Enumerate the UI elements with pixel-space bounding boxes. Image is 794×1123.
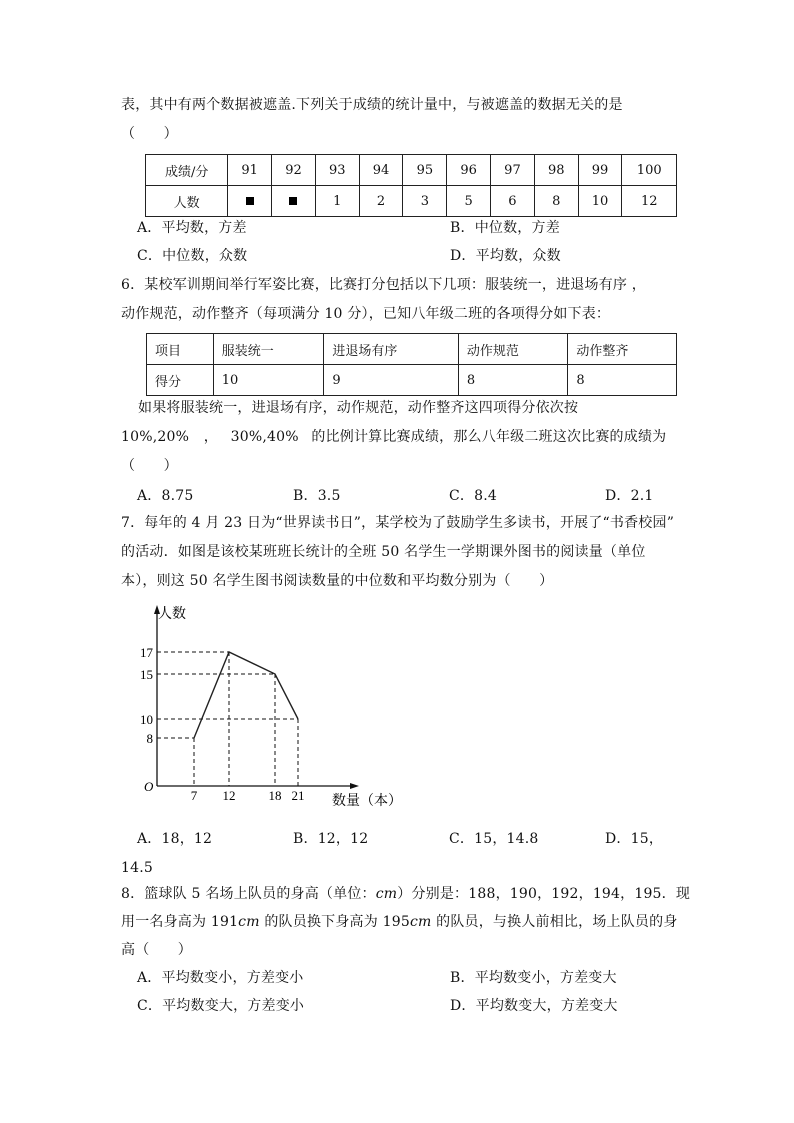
q7-stem-line1: 7．每年的 4 月 23 日为“世界读书日”，某学校为了鼓励学生多读书，开展了“书香校园”	[121, 515, 675, 531]
q8-stem-line1-a: 8．篮球队 5 名场上队员的身高（单位：	[121, 886, 376, 902]
table-row	[147, 334, 677, 365]
table-cell: 9	[324, 365, 458, 396]
q8-option-b[interactable]: B．平均数变小，方差变大	[450, 970, 617, 986]
q8-stem-line3: 高（ ）	[121, 942, 192, 958]
q8-stem-line2-b: 的队员换下身高为 195	[259, 914, 410, 930]
table-cell: 94	[359, 155, 403, 186]
table-header-cell: 人数	[146, 186, 228, 217]
table-header-cell: 项目	[147, 334, 214, 365]
table-header-cell: 动作规范	[458, 334, 568, 365]
table-cell: 3	[403, 186, 447, 217]
dashed-guides	[157, 652, 298, 786]
table-cell: 8	[534, 186, 578, 217]
mask-square-icon	[246, 197, 254, 205]
x-tick-7: 7	[190, 788, 198, 803]
q8-stem-line2-c: 的队员，与换人前相比，场上队员的身	[431, 914, 678, 930]
x-axis-arrow-icon	[350, 783, 359, 789]
q5-stem-line1: 表，其中有两个数据被遮盖.下列关于成绩的统计量中，与被遮盖的数据无关的是	[121, 97, 623, 113]
q5-score-table	[145, 154, 677, 217]
y-tick-8: 8	[146, 731, 153, 746]
q5-option-d[interactable]: D．平均数，众数	[450, 248, 561, 264]
q7-stem-line3: 本），则这 50 名学生图书阅读数量的中位数和平均数分别为（ ）	[121, 573, 554, 589]
ratio-separator: ，	[203, 429, 218, 445]
table-header-cell: 动作整齐	[568, 334, 677, 365]
table-cell: 10	[578, 186, 622, 217]
table-cell: 97	[491, 155, 535, 186]
x-axis-label: 数量（本）	[332, 794, 402, 809]
table-cell: 5	[447, 186, 491, 217]
y-tick-10: 10	[140, 712, 153, 727]
q7-option-c[interactable]: C．15，14.8	[449, 831, 539, 847]
data-polyline	[194, 652, 298, 738]
q6-stem-line4	[121, 429, 666, 445]
q6-option-a[interactable]: A．8.75	[137, 488, 194, 504]
table-cell: 12	[622, 186, 677, 217]
x-tick-18: 18	[268, 788, 282, 803]
table-cell: 100	[622, 155, 677, 186]
table-cell: 93	[315, 155, 359, 186]
table-cell: 98	[534, 155, 578, 186]
unit-cm: cm	[409, 914, 432, 930]
masked-cell	[272, 186, 316, 217]
table-cell: 91	[228, 155, 272, 186]
x-tick-21: 21	[291, 788, 305, 803]
q5-stem-line2: （ ）	[121, 126, 178, 142]
q7-stem-line2: 的活动．如图是该校某班班长统计的全班 50 名学生一学期课外图书的阅读量（单位	[121, 544, 646, 560]
q6-option-b[interactable]: B．3.5	[293, 488, 341, 504]
q8-option-c[interactable]: C．平均数变大，方差变小	[137, 998, 305, 1014]
table-row	[147, 365, 677, 396]
table-cell: 10	[213, 365, 324, 396]
q7-option-d[interactable]: D．15，	[605, 831, 664, 847]
table-row	[146, 186, 677, 217]
reading-line-chart	[130, 600, 410, 815]
q5-option-c[interactable]: C．中位数，众数	[137, 248, 248, 264]
q8-stem-line2-a: 用一名身高为 191	[121, 914, 239, 930]
q8-stem-line2	[121, 914, 678, 930]
y-tick-15: 15	[140, 667, 153, 682]
table-header-cell: 成绩/分	[146, 155, 228, 186]
q6-stem-line3: 如果将服装统一，进退场有序，动作规范，动作整齐这四项得分依次按	[138, 400, 579, 416]
table-cell: 95	[403, 155, 447, 186]
q7-option-d-wrap: 14.5	[121, 860, 153, 876]
masked-cell	[228, 186, 272, 217]
q5-option-b[interactable]: B．中位数，方差	[450, 220, 560, 236]
mask-square-icon	[289, 197, 297, 205]
table-header-cell: 服装统一	[213, 334, 324, 365]
table-cell: 96	[447, 155, 491, 186]
q7-option-b[interactable]: B．12，12	[293, 831, 369, 847]
table-cell: 99	[578, 155, 622, 186]
table-cell: 8	[458, 365, 568, 396]
y-axis-label: 人数	[158, 607, 186, 622]
table-cell: 92	[272, 155, 316, 186]
q5-option-a[interactable]: A．平均数，方差	[137, 220, 247, 236]
origin-label: O	[144, 779, 154, 794]
q6-stem-line2: 动作规范，动作整齐（每项满分 10 分），已知八年级二班的各项得分如下表：	[121, 306, 611, 322]
q6-score-table	[146, 333, 677, 396]
q6-option-d[interactable]: D．2.1	[605, 488, 654, 504]
table-cell: 1	[315, 186, 359, 217]
unit-cm: cm	[375, 886, 398, 902]
q6-stem-line5: （ ）	[121, 458, 178, 474]
table-header-cell: 进退场有序	[324, 334, 458, 365]
table-cell: 得分	[147, 365, 214, 396]
table-cell: 8	[568, 365, 677, 396]
table-cell: 2	[359, 186, 403, 217]
table-row	[146, 155, 677, 186]
ratio-part1: 10%,20%	[121, 429, 190, 445]
q8-stem-line1-b: ）分别是：188，190，192，194，195．现	[397, 886, 691, 902]
q8-stem-line1	[121, 886, 690, 902]
q6-stem-line1: 6．某校军训期间举行军姿比赛，比赛打分包括以下几项：服装统一，进退场有序 ，	[121, 277, 646, 293]
y-tick-17: 17	[140, 645, 153, 660]
x-tick-12: 12	[222, 788, 236, 803]
q8-option-a[interactable]: A．平均数变小，方差变小	[137, 970, 304, 986]
q6-stem-line4-rest: 的比例计算比赛成绩，那么八年级二班这次比赛的成绩为	[311, 429, 667, 445]
q6-option-c[interactable]: C．8.4	[449, 488, 497, 504]
ratio-part2: 30%,40%	[230, 429, 299, 445]
table-cell: 6	[491, 186, 535, 217]
unit-cm: cm	[238, 914, 260, 930]
q8-option-d[interactable]: D．平均数变大，方差变大	[450, 998, 618, 1014]
q7-option-a[interactable]: A．18，12	[137, 831, 213, 847]
